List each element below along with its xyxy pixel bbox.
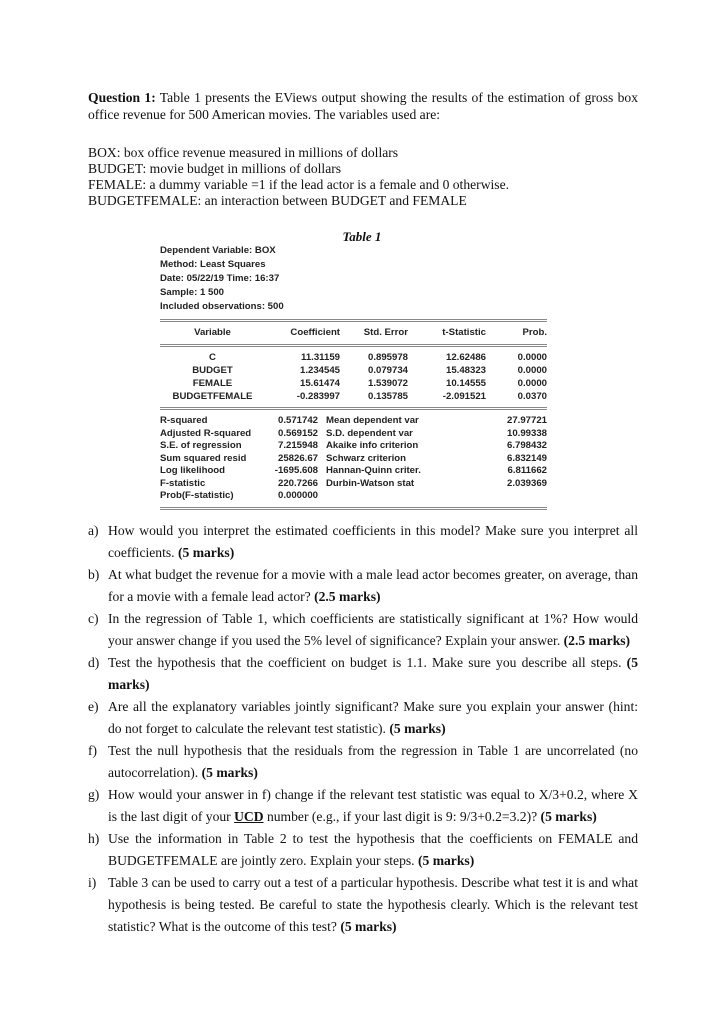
- stats-row: [160, 453, 547, 466]
- stats-cell: 6.832149: [506, 452, 547, 464]
- col-prob: Prob.: [522, 327, 547, 338]
- question-text: [108, 696, 638, 740]
- question-body: Use the information in Table 2 to test the hypothesis that the coefficients on FEMALE and BUDGETFEMALE are jointly zero. Explain your steps.: [108, 831, 638, 868]
- stats-cell: Sum squared resid: [160, 452, 247, 464]
- question-marks: (5 marks): [540, 809, 597, 824]
- question-text: [108, 652, 638, 696]
- stats-cell: 27.97721: [506, 415, 547, 426]
- question-text: [108, 564, 638, 608]
- question-label: Question 1:: [88, 90, 156, 105]
- col-t-statistic: t-Statistic: [442, 327, 486, 338]
- table-cell: 0.0000: [517, 352, 547, 363]
- question-body: Test the null hypothesis that the residuals from the regression in Table 1 are uncorrelated (no autocorrelation).: [108, 743, 638, 780]
- question-letter: f): [88, 743, 98, 758]
- stats-cell: 10.99338: [506, 427, 547, 439]
- question-body: In the regression of Table 1, which coefficients are statistically significant at 1%? How would your answer change if you used the 5% level of significance? Explain your answer.: [108, 611, 638, 648]
- question-text: [108, 872, 638, 938]
- table-cell: 0.135785: [367, 391, 408, 402]
- table-cell: -0.283997: [296, 391, 340, 402]
- stats-row: [160, 428, 547, 441]
- question-item: [88, 784, 638, 828]
- table-cell: 0.0370: [517, 391, 547, 402]
- table-cell: 1.539072: [367, 378, 408, 389]
- question-body: At what budget the revenue for a movie with a male lead actor becomes greater, on average, than for a movie with a female lead actor?: [108, 567, 638, 604]
- variable-def: BOX: box office revenue measured in millions of dollars: [88, 145, 399, 160]
- output-header-line: Dependent Variable: BOX: [160, 245, 276, 256]
- table-cell: C: [209, 352, 216, 363]
- question-text: [108, 608, 638, 652]
- question-intro: [88, 89, 638, 123]
- stats-cell: [318, 490, 463, 503]
- question-letter: e): [88, 699, 99, 714]
- question-text: [108, 740, 638, 784]
- output-header-line: Date: 05/22/19 Time: 16:37: [160, 273, 280, 284]
- table-cell: BUDGETFEMALE: [172, 391, 253, 402]
- stats-cell: Log likelihood: [160, 465, 226, 476]
- stats-cell: Adjusted R-squared: [160, 427, 252, 439]
- table-cell: 0.895978: [367, 352, 408, 363]
- stats-row: [160, 415, 547, 428]
- question-item: [88, 696, 638, 740]
- table-cell: 0.0000: [517, 365, 547, 376]
- table-title: Table 1: [342, 229, 382, 244]
- question-marks: (5 marks): [108, 655, 638, 692]
- output-header-line: Method: Least Squares: [160, 259, 266, 270]
- stats-cell: Schwarz criterion: [326, 452, 406, 464]
- question-marks: (2.5 marks): [563, 633, 631, 648]
- table-cell: 15.61474: [299, 378, 340, 389]
- table-row: [160, 364, 547, 377]
- stats-cell: Mean dependent var: [326, 415, 419, 426]
- question-item: [88, 828, 638, 872]
- question-letter: a): [88, 523, 99, 538]
- question-letter: h): [88, 831, 100, 846]
- question-letter: d): [88, 655, 100, 670]
- stats-cell: S.D. dependent var: [326, 427, 413, 439]
- question-letter: b): [88, 567, 100, 582]
- table-row: [160, 351, 547, 364]
- table-header-row: [160, 322, 547, 344]
- intro-text: Table 1 presents the EViews output showing the results of the estimation of gross box office revenue for 500 American movies. The variables used are:: [88, 90, 638, 122]
- question-list: [88, 520, 638, 938]
- stats-cell: 0.571742: [277, 415, 318, 426]
- stats-cell: Prob(F-statistic): [160, 490, 234, 501]
- eviews-output: [160, 244, 547, 510]
- question-item: [88, 520, 638, 564]
- question-body: Are all the explanatory variables jointly significant? Make sure you explain your answer (hint: do not forget to calculate the relevant test statistic).: [108, 699, 638, 736]
- stats-cell: F-statistic: [160, 477, 206, 489]
- stats-cell: 0.000000: [277, 490, 318, 501]
- question-item: [88, 740, 638, 784]
- variable-def: BUDGET: movie budget in millions of dollars: [88, 161, 342, 176]
- variable-def: FEMALE: a dummy variable =1 if the lead actor is a female and 0 otherwise.: [88, 177, 510, 192]
- table-cell: 10.14555: [445, 378, 486, 389]
- table-row: [160, 377, 547, 390]
- question-item: [88, 608, 638, 652]
- table-cell: 11.31159: [301, 352, 340, 363]
- table-cell: 12.62486: [445, 352, 486, 363]
- col-coefficient: Coefficient: [290, 327, 340, 338]
- output-header-line: Sample: 1 500: [160, 287, 224, 298]
- question-marks: (5 marks): [417, 853, 475, 868]
- question-body: number (e.g., if your last digit is 9: 9/3+0.2=3.2)?: [263, 809, 541, 824]
- table-cell: 0.079734: [367, 365, 408, 376]
- stats-cell: 220.7266: [277, 477, 318, 489]
- stats-cell: 7.215948: [277, 440, 318, 451]
- table-cell: FEMALE: [192, 378, 233, 389]
- table-cell: 15.48323: [445, 365, 486, 376]
- variable-definitions: [88, 145, 638, 209]
- stats-cell: -1695.608: [274, 465, 318, 476]
- question-marks: (5 marks): [177, 545, 235, 560]
- stats-cell: S.E. of regression: [160, 440, 242, 451]
- question-text: [108, 828, 638, 872]
- stats-row: [160, 490, 547, 503]
- question-item: [88, 872, 638, 938]
- question-text: [108, 784, 638, 828]
- stats-cell: [463, 490, 547, 503]
- question-marks: (5 marks): [201, 765, 258, 780]
- stats-row: [160, 465, 547, 478]
- variable-def: BUDGETFEMALE: an interaction between BUDGET and FEMALE: [88, 193, 467, 208]
- question-body: Table 3 can be used to carry out a test of a particular hypothesis. Describe what test it is and what hypothesis is being tested. Be careful to state the hypothesis clearly. Which is the relevant test statistic? What is the outcome of this test?: [108, 875, 638, 934]
- question-marks: (5 marks): [389, 721, 446, 736]
- question-letter: g): [88, 787, 100, 802]
- question-marks: (2.5 marks): [314, 589, 381, 604]
- table-cell: -2.091521: [442, 391, 486, 402]
- question-marks: (5 marks): [340, 919, 397, 934]
- stats-cell: Akaike info criterion: [326, 440, 419, 451]
- stats-cell: R-squared: [160, 415, 208, 426]
- stats-cell: Durbin-Watson stat: [326, 477, 415, 489]
- ucd-emphasis: UCD: [234, 809, 264, 824]
- question-letter: i): [88, 875, 97, 890]
- question-body: How would you interpret the estimated coefficients in this model? Make sure you interpret all coefficients.: [108, 523, 638, 560]
- stats-row: [160, 478, 547, 491]
- output-header-line: Included observations: 500: [160, 301, 284, 312]
- table-cell: 0.0000: [517, 378, 547, 389]
- question-body: Test the hypothesis that the coefficient on budget is 1.1. Make sure you describe all steps.: [108, 655, 627, 670]
- stats-cell: 6.811662: [507, 465, 547, 476]
- stats-cell: 0.569152: [277, 427, 318, 439]
- stats-cell: 6.798432: [506, 440, 547, 451]
- table-row: [160, 390, 547, 403]
- table-cell: 1.234545: [299, 365, 340, 376]
- question-item: [88, 564, 638, 608]
- stats-cell: Hannan-Quinn criter.: [326, 465, 421, 476]
- stats-cell: 25826.67: [277, 452, 318, 464]
- question-item: [88, 652, 638, 696]
- question-text: [108, 520, 638, 564]
- question-letter: c): [88, 611, 99, 626]
- stats-row: [160, 440, 547, 453]
- table-cell: BUDGET: [192, 365, 233, 376]
- col-variable: Variable: [194, 327, 231, 338]
- col-std-error: Std. Error: [363, 327, 408, 338]
- question-body: How would your answer in f) change if the relevant test statistic was equal to X/3+0.2, where X is the last digit of your: [108, 787, 638, 824]
- stats-cell: 2.039369: [506, 477, 547, 489]
